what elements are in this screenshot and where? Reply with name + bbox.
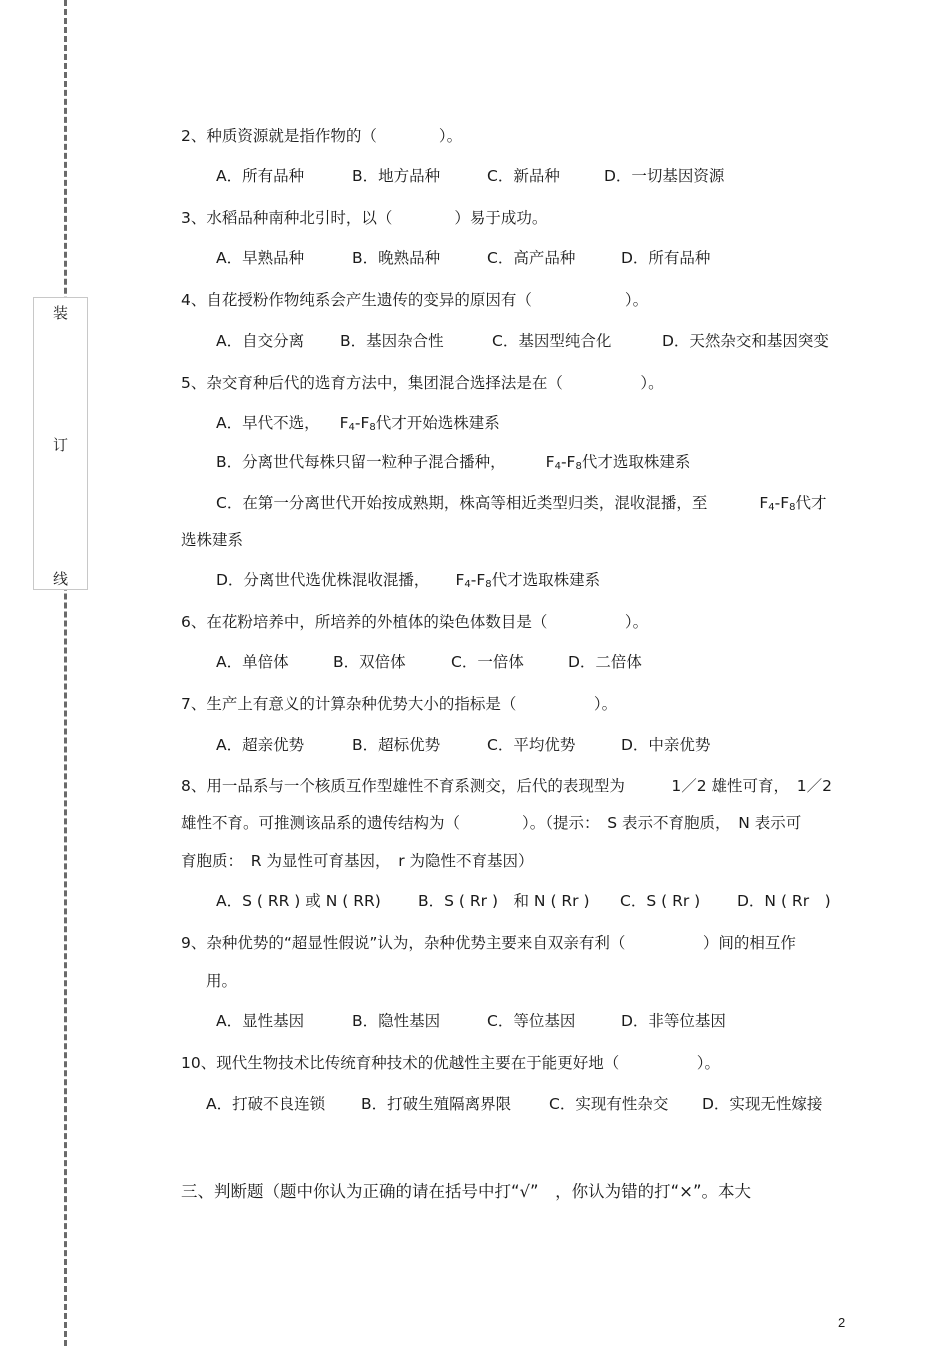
generation-start-subscript: 4 bbox=[464, 579, 471, 590]
generation-start: F bbox=[759, 494, 769, 512]
generation-dash: -F bbox=[470, 571, 486, 589]
q5-stem: 5、杂交育种后代的选育方法中，集团混合选择法是在（ ）。 bbox=[181, 374, 664, 392]
q5-option-b-tail: 代才选取株建系 bbox=[581, 453, 691, 471]
q8-option-d: D．N ( Rr ) bbox=[737, 892, 831, 910]
q5-option-a-text: A．早代不选， bbox=[216, 414, 320, 432]
q6-option-b: B．双倍体 bbox=[333, 653, 406, 671]
q5-option-c-text: C．在第一分离世代开始按成熟期，株高等相近类型归类，混收混播，至 bbox=[216, 494, 708, 512]
q2-stem: 2、种质资源就是指作物的（ ）。 bbox=[181, 127, 463, 145]
q9-option-c: C．等位基因 bbox=[487, 1012, 576, 1030]
q9-stem-line1: 9、杂种优势的“超显性假说”认为，杂种优势主要来自双亲有利（ ）间的相互作 bbox=[181, 934, 796, 952]
q5-option-b bbox=[216, 452, 690, 477]
q10-option-d: D．实现无性嫁接 bbox=[702, 1095, 823, 1113]
generation-dash: -F bbox=[560, 453, 576, 471]
q8-stem-line1: 8、用一品系与一个核质互作型雄性不育系测交，后代的表现型为 1／2 雄性可育， 1／2 bbox=[181, 777, 832, 795]
q7-option-c: C．平均优势 bbox=[487, 736, 576, 754]
binding-label-box bbox=[33, 297, 88, 590]
binding-char-xian: 线 bbox=[52, 570, 68, 588]
section3-heading: 三、判断题（题中你认为正确的请在括号中打“√” ，你认为错的打“×”。本大 bbox=[181, 1182, 752, 1201]
q8-option-b: B．S ( Rr ) 和 N ( Rr ) bbox=[418, 892, 590, 910]
binding-char-zhuang: 装 bbox=[52, 304, 68, 322]
q5-option-d-text: D．分离世代选优株混收混播， bbox=[216, 571, 430, 589]
q5-option-d-tail: 代才选取株建系 bbox=[491, 571, 601, 589]
q6-option-d: D．二倍体 bbox=[568, 653, 642, 671]
generation-start-subscript: 4 bbox=[768, 502, 775, 513]
q5-option-b-text: B．分离世代每株只留一粒种子混合播种， bbox=[216, 453, 506, 471]
q2-option-d: D．一切基因资源 bbox=[604, 167, 725, 185]
q7-option-b: B．超标优势 bbox=[352, 736, 441, 754]
q4-stem: 4、自花授粉作物纯系会产生遗传的变异的原因有（ ）。 bbox=[181, 291, 649, 309]
q8-option-a: A．S ( RR ) 或 N ( RR) bbox=[216, 892, 381, 910]
q7-option-a: A．超亲优势 bbox=[216, 736, 305, 754]
q5-option-a-tail: 代才开始选株建系 bbox=[375, 414, 500, 432]
q3-option-a: A．早熟品种 bbox=[216, 249, 305, 267]
generation-end-subscript: 8 bbox=[485, 579, 492, 590]
q4-option-a: A．自交分离 bbox=[216, 332, 305, 350]
q3-option-d: D．所有品种 bbox=[621, 249, 711, 267]
q6-stem: 6、在花粉培养中，所培养的外植体的染色体数目是（ ）。 bbox=[181, 613, 649, 631]
q4-option-d: D．天然杂交和基因突变 bbox=[662, 332, 829, 350]
generation-end-subscript: 8 bbox=[789, 502, 796, 513]
q10-stem: 10、现代生物技术比传统育种技术的优越性主要在于能更好地（ ）。 bbox=[181, 1054, 720, 1072]
q9-option-d: D．非等位基因 bbox=[621, 1012, 726, 1030]
q2-option-c: C．新品种 bbox=[487, 167, 560, 185]
q6-option-a: A．单倍体 bbox=[216, 653, 289, 671]
q3-option-c: C．高产品种 bbox=[487, 249, 576, 267]
generation-start: F bbox=[339, 414, 349, 432]
q5-option-c-continuation: 选株建系 bbox=[181, 531, 244, 549]
generation-start-subscript: 4 bbox=[348, 422, 355, 433]
q5-option-c-tail: 代才 bbox=[795, 494, 827, 512]
generation-end-subscript: 8 bbox=[369, 422, 376, 433]
q5-option-a bbox=[216, 413, 500, 438]
q3-option-b: B．晚熟品种 bbox=[352, 249, 441, 267]
q10-option-c: C．实现有性杂交 bbox=[549, 1095, 669, 1113]
q2-option-a: A．所有品种 bbox=[216, 167, 305, 185]
q8-stem-line3: 育胞质： R 为显性可育基因， r 为隐性不育基因） bbox=[181, 852, 534, 870]
q4-option-b: B．基因杂合性 bbox=[340, 332, 444, 350]
page-number: 2 bbox=[838, 1315, 846, 1330]
q8-option-c: C．S ( Rr ) bbox=[620, 892, 701, 910]
q4-option-c: C．基因型纯合化 bbox=[492, 332, 612, 350]
q9-option-a: A．显性基因 bbox=[216, 1012, 305, 1030]
q8-stem-line2: 雄性不育。可推测该品系的遗传结构为（ ）。（提示： S 表示不育胞质， N 表示可 bbox=[181, 814, 802, 832]
q3-stem: 3、水稻品种南种北引时，以（ ）易于成功。 bbox=[181, 209, 548, 227]
q6-option-c: C．一倍体 bbox=[451, 653, 524, 671]
binding-char-ding: 订 bbox=[52, 436, 68, 454]
q10-option-b: B．打破生殖隔离界限 bbox=[361, 1095, 512, 1113]
generation-start-subscript: 4 bbox=[554, 461, 561, 472]
q7-stem: 7、生产上有意义的计算杂种优势大小的指标是（ ）。 bbox=[181, 695, 618, 713]
binding-dashed-line bbox=[64, 0, 67, 1346]
q5-option-d bbox=[216, 570, 600, 595]
q10-option-a: A．打破不良连锁 bbox=[206, 1095, 326, 1113]
q5-option-c bbox=[216, 493, 827, 518]
generation-dash: -F bbox=[774, 494, 790, 512]
q9-stem-line2: 用。 bbox=[206, 972, 238, 990]
generation-start: F bbox=[455, 571, 465, 589]
generation-end-subscript: 8 bbox=[575, 461, 582, 472]
q7-option-d: D．中亲优势 bbox=[621, 736, 711, 754]
generation-dash: -F bbox=[354, 414, 370, 432]
q2-option-b: B．地方品种 bbox=[352, 167, 441, 185]
generation-start: F bbox=[545, 453, 555, 471]
q9-option-b: B．隐性基因 bbox=[352, 1012, 441, 1030]
